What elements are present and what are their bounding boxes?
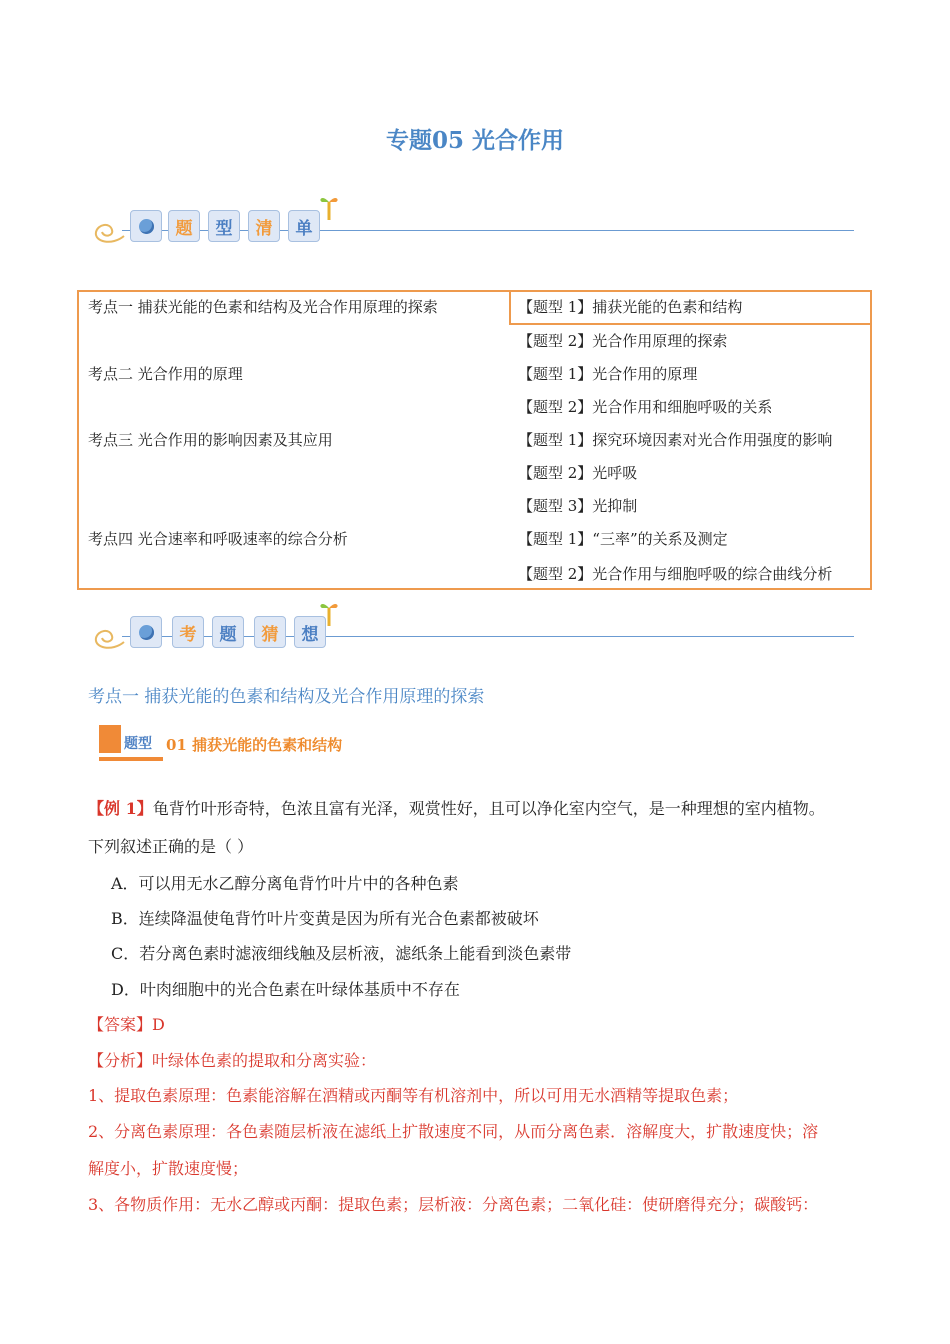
- table-kaodian: 考点二 光合作用的原理: [88, 365, 243, 383]
- banner-char: 题: [168, 210, 200, 242]
- banner-ball-icon: [130, 210, 162, 242]
- table-tixing: 【题型 2】光合作用与细胞呼吸的综合曲线分析: [518, 565, 833, 583]
- table-tixing: 【题型 1】光合作用的原理: [518, 365, 698, 383]
- analysis-line: 解度小，扩散速度慢；: [88, 1159, 249, 1178]
- table-tixing: 【题型 2】光合作用原理的探索: [518, 332, 728, 350]
- analysis-line: 3、各物质作用：无水乙醇或丙酮：提取色素；层析液：分离色素；二氧化硅：使研磨得充分；碳酸钙：: [88, 1195, 819, 1214]
- swirl-decoration-icon: [90, 612, 130, 652]
- table-tixing: 【题型 2】光呼吸: [518, 464, 638, 482]
- banner-char: 题: [212, 616, 244, 648]
- analysis-intro-line: [88, 1048, 376, 1071]
- section-banner-tixing-qingdan: [88, 198, 854, 248]
- banner-char: 单: [288, 210, 320, 242]
- table-tixing: 【题型 1】探究环境因素对光合作用强度的影响: [518, 431, 833, 449]
- option-a: A．可以用无水乙醇分离龟背竹叶片中的各种色素: [111, 874, 459, 893]
- example-stem-line-2: 下列叙述正确的是（ ）: [88, 837, 254, 856]
- sprout-icon: [316, 192, 342, 222]
- section-heading: 考点一 捕获光能的色素和结构及光合作用原理的探索: [88, 687, 485, 707]
- answer-value: D: [152, 1015, 165, 1034]
- tixing-badge-label: 题型: [124, 736, 152, 752]
- banner-char: 型: [208, 210, 240, 242]
- analysis-tag: 【分析】: [88, 1051, 153, 1070]
- table-tixing: 【题型 1】“三率”的关系及测定: [518, 530, 728, 548]
- option-b: B．连续降温使龟背竹叶片变黄是因为所有光合色素都被破坏: [111, 909, 539, 928]
- example-stem-text: 龟背竹叶形奇特，色浓且富有光泽，观赏性好，且可以净化室内空气，是一种理想的室内植物。: [152, 799, 825, 818]
- swirl-decoration-icon: [90, 206, 130, 246]
- section-banner-kaoti-caixiang: [88, 604, 854, 654]
- banner-char: 清: [248, 210, 280, 242]
- table-tixing: 【题型 3】光抑制: [518, 497, 638, 515]
- example-tag: 【例 1】: [88, 799, 153, 818]
- banner-char: 想: [294, 616, 326, 648]
- example-stem-line-1: [88, 796, 825, 819]
- sprout-icon: [316, 598, 342, 628]
- analysis-line: 1、提取色素原理：色素能溶解在酒精或丙酮等有机溶剂中，所以可用无水酒精等提取色素；: [88, 1086, 739, 1105]
- answer-line: [88, 1012, 165, 1035]
- option-d: D．叶肉细胞中的光合色素在叶绿体基质中不存在: [111, 980, 460, 999]
- banner-char: 猜: [254, 616, 286, 648]
- analysis-intro: 叶绿体色素的提取和分离实验：: [152, 1051, 377, 1070]
- table-kaodian: 考点四 光合速率和呼吸速率的综合分析: [88, 530, 348, 548]
- table-kaodian: 考点三 光合作用的影响因素及其应用: [88, 431, 333, 449]
- tixing-title: 01 捕获光能的色素和结构: [166, 736, 343, 754]
- table-tixing: 【题型 2】光合作用和细胞呼吸的关系: [518, 398, 773, 416]
- banner-char: 考: [172, 616, 204, 648]
- answer-tag: 【答案】: [88, 1015, 153, 1034]
- banner-ball-icon: [130, 616, 162, 648]
- tixing-badge-icon: [99, 725, 165, 763]
- table-tixing: 【题型 1】捕获光能的色素和结构: [518, 298, 743, 316]
- page-title: 专题05 光合作用: [385, 127, 564, 154]
- analysis-line: 2、分离色素原理：各色素随层析液在滤纸上扩散速度不同，从而分离色素．溶解度大，扩散速度快；溶: [88, 1122, 819, 1141]
- option-c: C．若分离色素时滤液细线触及层析液，滤纸条上能看到淡色素带: [111, 944, 572, 963]
- table-kaodian: 考点一 捕获光能的色素和结构及光合作用原理的探索: [88, 298, 438, 316]
